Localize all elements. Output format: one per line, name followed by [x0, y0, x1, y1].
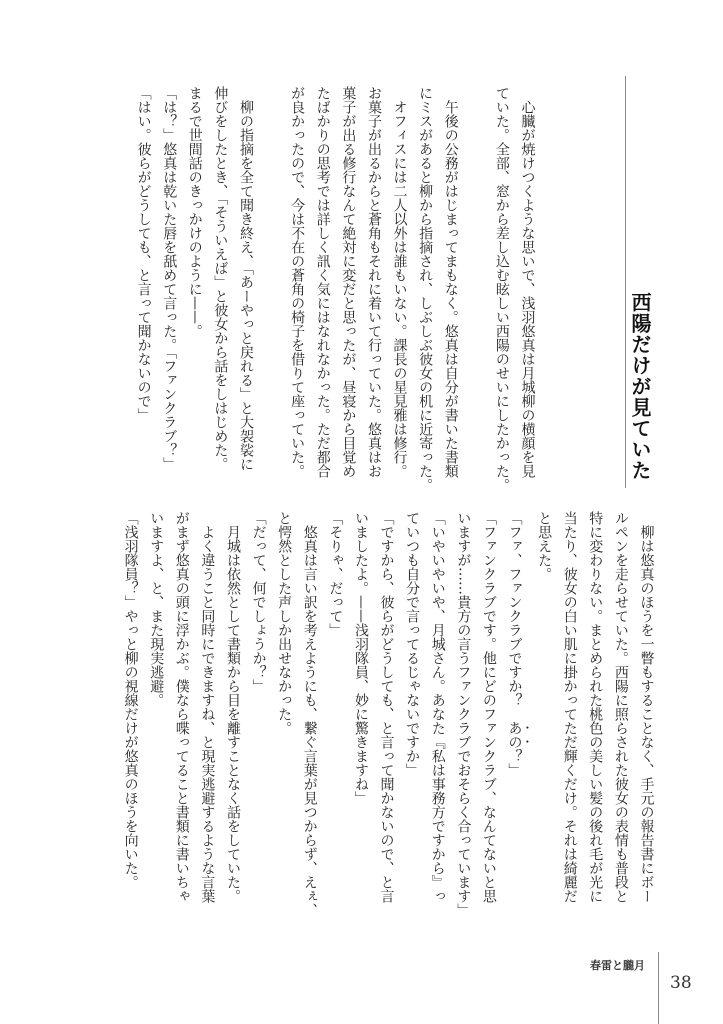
- page-number: 38: [670, 973, 692, 993]
- text-column: 「だって、何でしょうか？」: [250, 511, 267, 693]
- footer-rule: [658, 952, 659, 1024]
- text-column: と愕然とした声しか出せなかった。: [276, 511, 293, 735]
- text-column: よく違うこと同時にできますね、と現実逃避するような言葉: [199, 511, 216, 903]
- text-column: たばかりの思考では詳しく訊く気にはなれなかった。ただ都合: [314, 86, 331, 478]
- text-column: 「ファンクラブです。他にどのファンクラブ、なんてないと思: [480, 511, 497, 903]
- text-column: がまず悠真の頭に浮かぶ。僕なら喋ってること書類に書いちゃ: [173, 511, 190, 903]
- emphasized-text: あの: [506, 721, 523, 749]
- text-column: 月城は依然として書類から目を離すことなく話をしていた。: [224, 511, 241, 903]
- text-column: 「ですから、彼らがどうしても、と言って聞かないので、と言: [378, 511, 395, 903]
- text-column: オフィスには二人以外は誰もいない。課長の星見雅は修行。: [391, 86, 408, 478]
- text-column: 特に変わりない。まとめられた桃色の美しい髪の後れ毛が光に: [587, 511, 604, 903]
- text-column: が良かったので、今は不在の蒼角の椅子を借りて座っていた。: [289, 86, 306, 478]
- text-column: [501, 511, 531, 906]
- text-column: 柳の指摘を全て聞き終え、「あーやっと戻れる」と大袈裟に: [237, 86, 254, 471]
- body-text-top: [130, 86, 540, 492]
- text-column: いますが……貴方の言うファンクラブでおそらく合っています」: [455, 511, 472, 917]
- text-column: まるで世間話のきっかけのように——。: [186, 86, 203, 338]
- text-column: 「いやいやいや、月城さん。あなた『私は事務方ですから』っ: [429, 511, 446, 903]
- text-column: 「そりゃ、だって」: [327, 511, 344, 637]
- text-column: いますよ、と、また現実逃避。: [148, 511, 165, 707]
- title-rule: [625, 76, 626, 488]
- text-column: 午後の公務がはじまってまもなく。悠真は自分が書いた書類: [442, 86, 459, 478]
- text-segment: 「ファ、ファンクラブですか？: [506, 511, 523, 721]
- text-column: ていつも自分で言ってるじゃないですか」: [404, 511, 421, 777]
- text-column: にミスがあると柳から指摘され、しぶしぶ彼女の机に近寄った。: [417, 86, 434, 492]
- running-footer-title: 春雷と朧月: [590, 959, 645, 972]
- text-column: ていた。全部、窓から差し込む眩しい西陽のせいにしたかった。: [493, 86, 510, 492]
- text-column: 当たり、彼女の白い肌に掛かってただ輝くだけ。それは綺麗だ: [561, 511, 578, 903]
- text-column: [463, 86, 489, 481]
- text-column: 伸びをしたとき、「そういえば」と彼女から話をしはじめた。: [212, 86, 229, 471]
- text-column: 「は？」悠真は乾いた唇を舐めて言った。「ファンクラブ？」: [161, 86, 178, 471]
- text-column: ルペンを走らせていた。西陽に照らされた彼女の表情も普段と: [612, 511, 629, 903]
- text-column: と思えた。: [536, 511, 553, 581]
- text-column: いましたよ。——浅羽隊員、妙に驚きますね」: [352, 511, 369, 805]
- text-column: お菓子が出るからと蒼角もそれに着いて行っていた。悠真はお: [365, 86, 382, 478]
- text-column: 柳は悠真のほうを一瞥もすることなく、手元の報告書にボー: [638, 511, 655, 903]
- chapter-title: 西陽だけが見ていた: [628, 292, 652, 481]
- text-column: 「浅羽隊員？」やっと柳の視線だけが悠真のほうを向いた。: [122, 511, 139, 889]
- text-column: 心臓が焼けつくような思いで、浅羽悠真は月城柳の横顔を見: [519, 86, 536, 478]
- text-column: 菓子が出る修行なんて絶対に変だと思ったが、昼寝から目覚め: [340, 86, 357, 478]
- body-text-bottom: [117, 511, 658, 917]
- text-column: 「はい。彼らがどうしても、と言って聞かないので」: [135, 86, 152, 422]
- text-segment: ？」: [506, 749, 523, 777]
- text-column: 悠真は言い訳を考えようにも、繋ぐ言葉が見つからず、えぇ、: [301, 511, 318, 917]
- text-column: [258, 86, 284, 481]
